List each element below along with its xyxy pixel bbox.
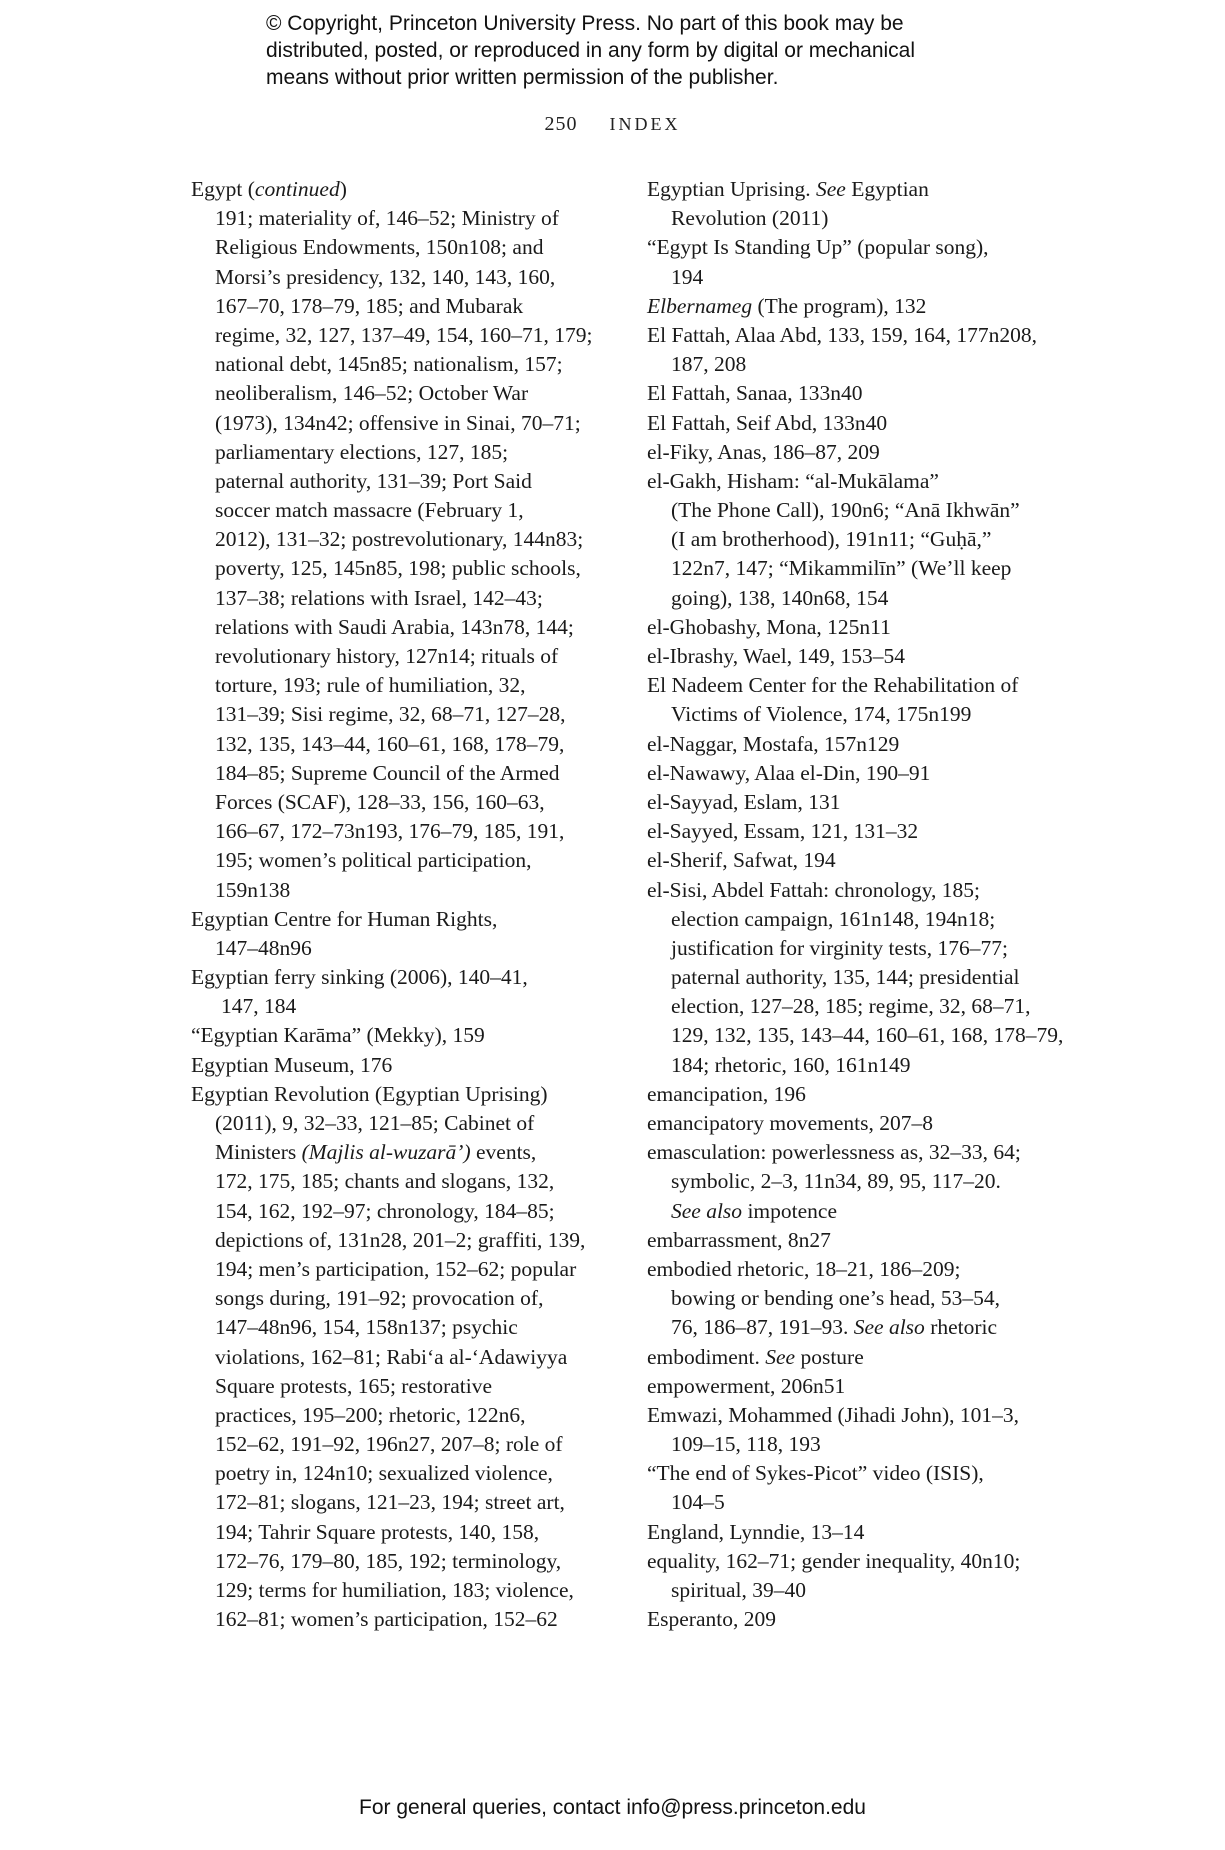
entry-text: 152–62, 191–92, 196n27, 207–8; role of: [215, 1432, 563, 1457]
index-entry-continuation: [191, 204, 611, 233]
index-entry: [647, 1401, 1067, 1430]
index-entry-continuation: [191, 350, 611, 379]
index-entry-continuation: [191, 525, 611, 554]
entry-text: poetry in, 124n10; sexualized violence,: [215, 1461, 553, 1486]
index-entry-continuation: [647, 1051, 1067, 1080]
entry-text: ): [339, 177, 347, 201]
entry-text: England, Lynndie, 13–14: [647, 1519, 865, 1544]
entry-text: neoliberalism, 146–52; October War: [215, 381, 529, 406]
entry-text: 129; terms for humiliation, 183; violence,: [215, 1578, 574, 1602]
italic-text: Elbernameg: [647, 293, 753, 318]
entry-text: El Fattah, Sanaa, 133n40: [647, 381, 863, 406]
running-head: [0, 113, 1225, 136]
index-entry: [647, 321, 1067, 350]
entry-text: 167–70, 178–79, 185; and Mubarak: [215, 293, 524, 318]
entry-text: 159n138: [215, 877, 291, 902]
index-entry: [647, 409, 1067, 438]
index-entry-continuation: [191, 1459, 611, 1488]
index-entry-continuation: [191, 438, 611, 467]
index-entry-continuation: [647, 584, 1067, 613]
index-entry: [647, 379, 1067, 408]
entry-text: 184; rhetoric, 160, 161n149: [671, 1052, 911, 1077]
entry-text: emasculation: powerlessness as, 32–33, 64;: [647, 1140, 1021, 1165]
index-entry: [191, 1051, 611, 1080]
entry-text: 191; materiality of, 146–52; Ministry of: [215, 206, 559, 231]
entry-text: el-Ibrashy, Wael, 149, 153–54: [647, 644, 905, 668]
index-entry-continuation: [647, 992, 1067, 1021]
index-entry-continuation: [647, 1197, 1067, 1226]
index-entry-continuation: [191, 788, 611, 817]
entry-text: Ministers: [215, 1140, 302, 1165]
index-entry-continuation: [191, 1430, 611, 1459]
entry-text: (The Phone Call), 190n6; “Anā Ikhwān”: [671, 498, 1020, 523]
index-entry: [647, 292, 1067, 321]
entry-text: El Fattah, Alaa Abd, 133, 159, 164, 177n208,: [647, 322, 1037, 347]
entry-text: emancipation, 196: [647, 1081, 806, 1106]
index-entry-continuation: [191, 1576, 611, 1605]
entry-text: 122n7, 147; “Mikammilīn” (We’ll keep: [671, 556, 1012, 581]
entry-text: (I am brotherhood), 191n11; “Guḥā,”: [671, 527, 992, 552]
index-entry-continuation: [191, 263, 611, 292]
index-entry: [647, 1518, 1067, 1547]
entry-text: going), 138, 140n68, 154: [671, 585, 889, 610]
entry-text: 194; Tahrir Square protests, 140, 158,: [215, 1519, 540, 1544]
index-entry: [647, 642, 1067, 671]
index-entry: [647, 438, 1067, 467]
entry-text: 194; men’s participation, 152–62; popular: [215, 1256, 577, 1281]
index-entry-continuation: [191, 671, 611, 700]
entry-text: el-Sayyad, Eslam, 131: [647, 789, 841, 814]
index-entry: [647, 1459, 1067, 1488]
index-entry: [647, 846, 1067, 875]
index-entry-continuation: [191, 1197, 611, 1226]
index-entry-continuation: [191, 846, 611, 875]
entry-text: el-Fiky, Anas, 186–87, 209: [647, 439, 880, 464]
index-entry-continuation: [647, 1576, 1067, 1605]
index-entry-continuation: [191, 1518, 611, 1547]
entry-text: 2012), 131–32; postrevolutionary, 144n83;: [215, 527, 584, 552]
entry-text: 147–48n96, 154, 158n137; psychic: [215, 1315, 518, 1340]
entry-text: Egyptian: [845, 177, 929, 201]
entry-text: practices, 195–200; rhetoric, 122n6,: [215, 1402, 526, 1427]
copyright-line: means without prior written permission of the publisher.: [266, 66, 779, 89]
entry-text: events,: [470, 1140, 537, 1165]
index-entry: [191, 905, 611, 934]
index-entry-continuation: [191, 292, 611, 321]
entry-text: relations with Saudi Arabia, 143n78, 144;: [215, 614, 574, 639]
index-entry-continuation: [647, 350, 1067, 379]
entry-text: impotence: [742, 1198, 837, 1223]
entry-text: 137–38; relations with Israel, 142–43;: [215, 585, 543, 610]
entry-text: Egyptian Revolution (Egyptian Uprising): [191, 1081, 548, 1106]
index-entry-continuation: [191, 700, 611, 729]
entry-text: torture, 193; rule of humiliation, 32,: [215, 673, 526, 698]
index-entry-continuation: [191, 1138, 611, 1167]
entry-text: national debt, 145n85; nationalism, 157;: [215, 352, 563, 377]
entry-text: el-Sherif, Safwat, 194: [647, 848, 836, 873]
index-entry: [647, 1255, 1067, 1284]
entry-text: justification for virginity tests, 176–77;: [671, 935, 1009, 960]
index-entry-continuation: [191, 730, 611, 759]
entry-text: 109–15, 118, 193: [671, 1432, 821, 1457]
entry-text: posture: [795, 1344, 864, 1369]
index-entry-continuation: [647, 963, 1067, 992]
entry-text: “The end of Sykes-Picot” video (ISIS),: [647, 1461, 984, 1486]
entry-text: el-Nawawy, Alaa el-Din, 190–91: [647, 760, 931, 785]
index-entry-continuation: [191, 1547, 611, 1576]
italic-text: continued: [254, 177, 340, 201]
index-entry: [647, 1109, 1067, 1138]
index-entry-continuation: [647, 905, 1067, 934]
index-entry-continuation: [647, 263, 1067, 292]
index-entry-continuation: [191, 642, 611, 671]
index-entry: [647, 671, 1067, 700]
index-entry-continuation: [647, 204, 1067, 233]
index-entry: [647, 759, 1067, 788]
index-entry-continuation: [191, 1226, 611, 1255]
entry-text: el-Sisi, Abdel Fattah: chronology, 185;: [647, 877, 981, 902]
index-entry: [647, 1080, 1067, 1109]
index-entry-continuation: [191, 1284, 611, 1313]
entry-text: 104–5: [671, 1490, 725, 1515]
index-entry-continuation: [647, 1488, 1067, 1517]
entry-text: Revolution (2011): [671, 206, 829, 231]
index-entry: [647, 1547, 1067, 1576]
entry-text: Square protests, 165; restorative: [215, 1373, 493, 1398]
copyright-line: distributed, posted, or reproduced in any form by digital or mechanical: [266, 39, 916, 62]
entry-text: Victims of Violence, 174, 175n199: [671, 702, 972, 727]
entry-text: emancipatory movements, 207–8: [647, 1111, 933, 1135]
entry-text: 172–76, 179–80, 185, 192; terminology,: [215, 1548, 562, 1573]
index-entry-continuation: [191, 409, 611, 438]
index-entry: [647, 730, 1067, 759]
index-entry-continuation: [647, 1313, 1067, 1342]
entry-text: 76, 186–87, 191–93.: [671, 1315, 854, 1340]
index-entry-continuation: [191, 817, 611, 846]
index-entry: [647, 1343, 1067, 1372]
entry-text: 166–67, 172–73n193, 176–79, 185, 191,: [215, 819, 565, 844]
index-entry-continuation: [647, 1284, 1067, 1313]
section-title: INDEX: [609, 114, 681, 134]
index-entry: [647, 1372, 1067, 1401]
entry-text: Egyptian ferry sinking (2006), 140–41,: [191, 965, 528, 990]
entry-text: paternal authority, 135, 144; presidential: [671, 965, 1020, 990]
entry-text: parliamentary elections, 127, 185;: [215, 439, 509, 464]
index-entry-continuation: [191, 1343, 611, 1372]
entry-text: rhetoric: [924, 1315, 998, 1340]
index-entry-continuation: [191, 1488, 611, 1517]
entry-text: election, 127–28, 185; regime, 32, 68–71,: [671, 994, 1031, 1019]
index-entry: [191, 963, 611, 992]
entry-text: soccer match massacre (February 1,: [215, 498, 524, 523]
index-entry-continuation: [647, 1021, 1067, 1050]
index-entry: [191, 175, 611, 204]
entry-text: Forces (SCAF), 128–33, 156, 160–63,: [215, 789, 545, 814]
entry-text: Religious Endowments, 150n108; and: [215, 235, 544, 260]
index-entry-continuation: [647, 700, 1067, 729]
entry-text: El Fattah, Seif Abd, 133n40: [647, 410, 888, 435]
entry-text: violations, 162–81; Rabi‘a al-‘Adawiyya: [215, 1344, 568, 1369]
index-column-left: [191, 175, 611, 1634]
index-entry-continuation: [191, 379, 611, 408]
index-entry-continuation: [647, 525, 1067, 554]
entry-text: el-Naggar, Mostafa, 157n129: [647, 731, 900, 756]
index-entry-continuation: [191, 876, 611, 905]
entry-text: el-Gakh, Hisham: “al-Mukālama”: [647, 468, 939, 493]
entry-text: paternal authority, 131–39; Port Said: [215, 468, 532, 493]
index-entry: [647, 817, 1067, 846]
entry-text: equality, 162–71; gender inequality, 40n10;: [647, 1548, 1021, 1573]
entry-text: regime, 32, 127, 137–49, 154, 160–71, 179;: [215, 322, 593, 347]
entry-text: embarrassment, 8n27: [647, 1227, 831, 1252]
index-entry: [647, 1138, 1067, 1167]
page-number: 250: [544, 113, 578, 135]
index-entry-continuation: [191, 233, 611, 262]
index-entry: [647, 613, 1067, 642]
index-entry: [647, 175, 1067, 204]
italic-text: (Majlis al-wuzarā’): [301, 1140, 471, 1165]
index-entry: [191, 1080, 611, 1109]
entry-text: Morsi’s presidency, 132, 140, 143, 160,: [215, 264, 556, 289]
italic-text: See: [765, 1344, 796, 1369]
index-entry: [647, 1226, 1067, 1255]
entry-text: symbolic, 2–3, 11n34, 89, 95, 117–20.: [671, 1169, 1001, 1194]
entry-text: embodied rhetoric, 18–21, 186–209;: [647, 1256, 961, 1281]
entry-text: Egyptian Uprising.: [647, 177, 816, 201]
entry-text: (The program), 132: [752, 293, 927, 318]
index-entry: [191, 1021, 611, 1050]
entry-text: 162–81; women’s participation, 152–62: [215, 1607, 558, 1632]
index-column-right: [647, 175, 1067, 1634]
entry-text: 195; women’s political participation,: [215, 848, 532, 873]
index-entry-continuation: [191, 759, 611, 788]
index-entry-continuation: [191, 584, 611, 613]
entry-text: “Egyptian Karāma” (Mekky), 159: [191, 1023, 485, 1048]
index-entry-continuation: [191, 613, 611, 642]
entry-text: embodiment.: [647, 1344, 766, 1369]
index-entry: [647, 467, 1067, 496]
entry-text: Egypt (: [191, 177, 255, 201]
entry-text: 147, 184: [221, 994, 297, 1019]
italic-text: See also: [853, 1315, 925, 1340]
entry-text: election campaign, 161n148, 194n18;: [671, 906, 996, 931]
entry-text: 184–85; Supreme Council of the Armed: [215, 760, 560, 785]
index-entry-continuation: [647, 1430, 1067, 1459]
entry-text: spiritual, 39–40: [671, 1578, 806, 1602]
index-entry-continuation: [191, 1167, 611, 1196]
entry-text: poverty, 125, 145n85, 198; public schools,: [215, 556, 581, 581]
copyright-notice: [266, 10, 1026, 91]
index-entry-continuation: [191, 1401, 611, 1430]
index-entry-continuation: [647, 1167, 1067, 1196]
entry-text: 194: [671, 264, 704, 289]
index-entry: [647, 876, 1067, 905]
entry-text: 172–81; slogans, 121–23, 194; street art,: [215, 1490, 565, 1515]
entry-text: Egyptian Museum, 176: [191, 1052, 393, 1077]
index-entry: [647, 788, 1067, 817]
index-entry-continuation: [647, 934, 1067, 963]
index-entry: [647, 1605, 1067, 1634]
entry-text: bowing or bending one’s head, 53–54,: [671, 1286, 1001, 1311]
entry-text: 132, 135, 143–44, 160–61, 168, 178–79,: [215, 731, 565, 756]
entry-text: 172, 175, 185; chants and slogans, 132,: [215, 1169, 555, 1194]
entry-text: 147–48n96: [215, 935, 312, 960]
index-entry-continuation: [191, 1605, 611, 1634]
index-entry-continuation: [191, 496, 611, 525]
entry-text: 154, 162, 192–97; chronology, 184–85;: [215, 1198, 555, 1223]
index-entry-continuation: [191, 554, 611, 583]
index-entry-continuation: [191, 1313, 611, 1342]
entry-text: Egyptian Centre for Human Rights,: [191, 906, 498, 931]
italic-text: See also: [671, 1198, 743, 1223]
index-entry-continuation: [191, 934, 611, 963]
entry-text: (1973), 134n42; offensive in Sinai, 70–71;: [215, 410, 581, 435]
entry-text: 131–39; Sisi regime, 32, 68–71, 127–28,: [215, 702, 566, 727]
index-entry-continuation: [191, 1109, 611, 1138]
entry-text: empowerment, 206n51: [647, 1373, 846, 1398]
entry-text: El Nadeem Center for the Rehabilitation of: [647, 673, 1019, 698]
index-entry: [647, 233, 1067, 262]
index-entry-continuation: [191, 321, 611, 350]
entry-text: el-Sayyed, Essam, 121, 131–32: [647, 819, 919, 844]
entry-text: “Egypt Is Standing Up” (popular song),: [647, 235, 989, 260]
entry-text: Emwazi, Mohammed (Jihadi John), 101–3,: [647, 1402, 1020, 1427]
index-entry-continuation: [647, 554, 1067, 583]
entry-text: songs during, 191–92; provocation of,: [215, 1286, 544, 1311]
index-entry-continuation: [191, 1255, 611, 1284]
entry-text: 187, 208: [671, 352, 747, 377]
entry-text: depictions of, 131n28, 201–2; graffiti, 139,: [215, 1227, 586, 1252]
italic-text: See: [816, 177, 846, 201]
index-entry-continuation: [191, 1372, 611, 1401]
footer-contact: For general queries, contact info@press.princeton.edu: [359, 1796, 866, 1819]
index-entry-continuation: [647, 496, 1067, 525]
index-entry-continuation: [191, 467, 611, 496]
index-entry-continuation: [191, 992, 611, 1021]
copyright-line: © Copyright, Princeton University Press. No part of this book may be: [266, 12, 904, 35]
entry-text: (2011), 9, 32–33, 121–85; Cabinet of: [215, 1111, 535, 1135]
entry-text: Esperanto, 209: [647, 1607, 776, 1632]
entry-text: el-Ghobashy, Mona, 125n11: [647, 614, 891, 639]
entry-text: 129, 132, 135, 143–44, 160–61, 168, 178–79,: [671, 1023, 1064, 1048]
entry-text: revolutionary history, 127n14; rituals of: [215, 644, 559, 668]
